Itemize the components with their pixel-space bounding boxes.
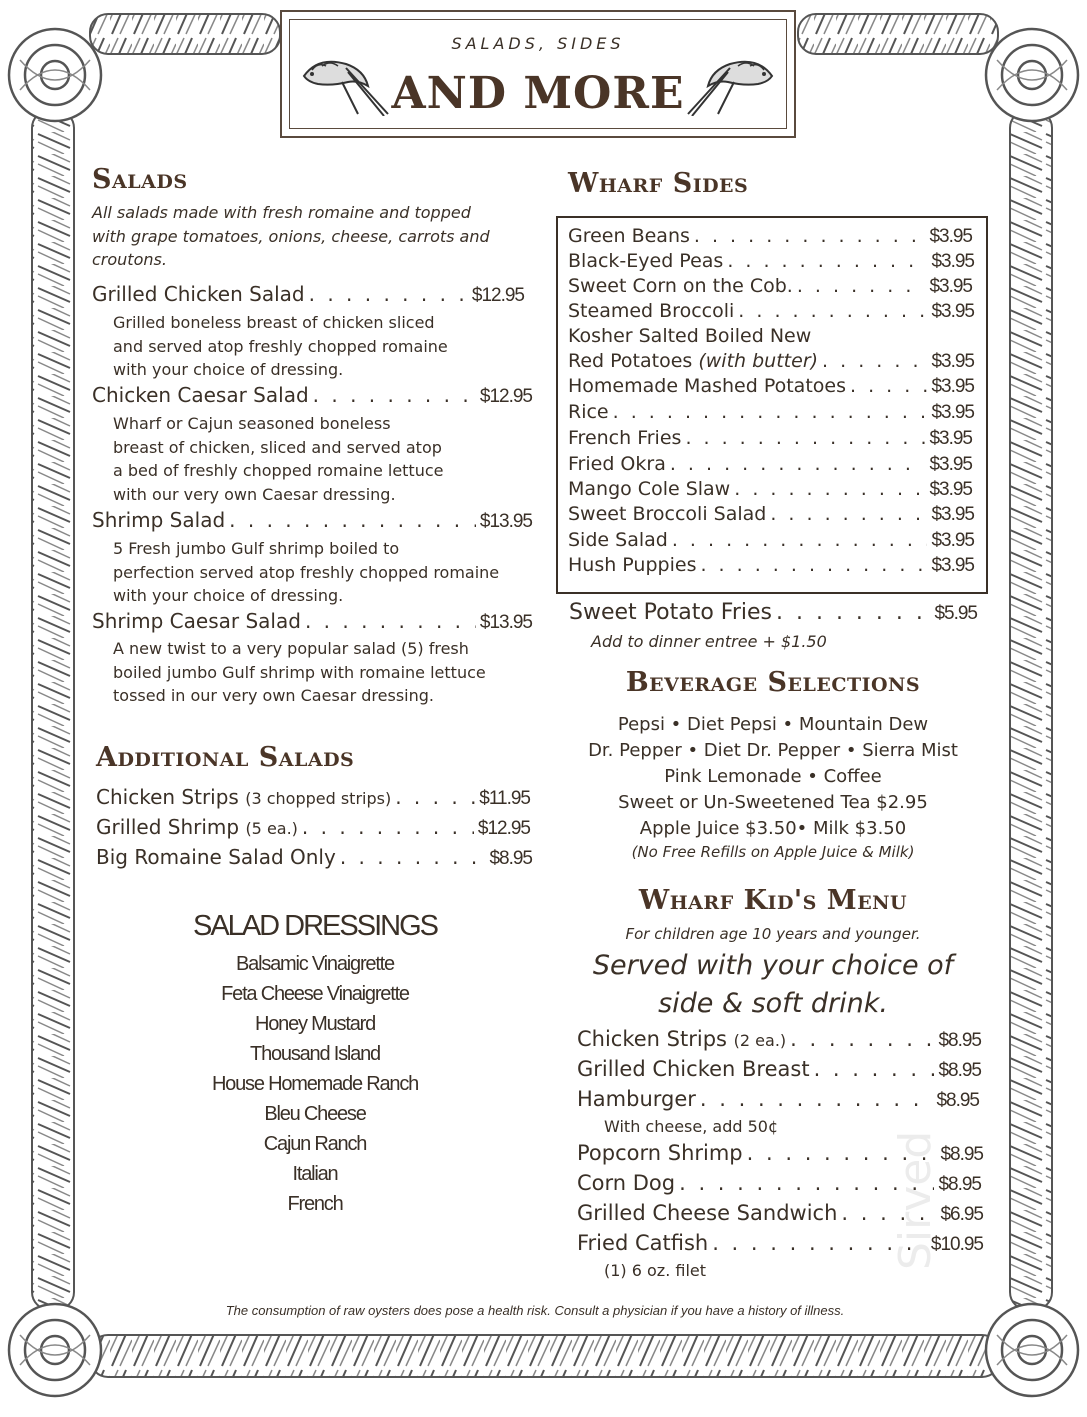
additional-salads-heading: Additional Salads bbox=[96, 742, 355, 773]
side-item: Fried Okra . . . $3.95 bbox=[568, 453, 972, 476]
dressings-heading: SALAD DRESSINGS bbox=[193, 910, 437, 942]
kids-served-line: side & soft drink. bbox=[658, 988, 888, 1019]
kids-item: Chicken Strips (2 ea.) . . . $8.95 bbox=[577, 1027, 981, 1052]
menu-item-grilled-shrimp: Grilled Shrimp (5 ea.) . . . $12.95 bbox=[96, 815, 530, 840]
side-item: Mango Cole Slaw . . . $3.95 bbox=[568, 478, 972, 501]
beverage-line: Pepsi • Diet Pepsi • Mountain Dew bbox=[617, 714, 929, 735]
beverage-note: (No Free Refills on Apple Juice & Milk) bbox=[631, 843, 915, 861]
side-item: Red Potatoes (with butter) . . . $3.95 bbox=[568, 350, 974, 373]
page-subtitle: SALADS, SIDES bbox=[451, 34, 625, 53]
menu-item-sweet-potato-fries: Sweet Potato Fries . . . $5.95 bbox=[569, 600, 977, 625]
side-item: French Fries . . . $3.95 bbox=[568, 427, 972, 450]
dressing-item: Feta Cheese Vinaigrette bbox=[221, 983, 409, 1005]
health-disclaimer: The consumption of raw oysters does pose a health risk. Consult a physician if you have a history of illness. bbox=[225, 1303, 845, 1318]
dressing-item: French bbox=[287, 1193, 343, 1215]
dressing-item: Honey Mustard bbox=[254, 1013, 375, 1035]
watermark: Sirved bbox=[890, 1130, 941, 1270]
sweet-potato-note: Add to dinner entree + $1.50 bbox=[591, 632, 827, 651]
side-item: Homemade Mashed Potatoes . . . $3.95 bbox=[568, 375, 974, 398]
salads-heading: Salads bbox=[92, 164, 188, 195]
menu-item-shrimp-caesar-salad: Shrimp Caesar Salad . . . $13.95 bbox=[92, 609, 532, 634]
side-item: Rice . . . $3.95 bbox=[568, 401, 974, 424]
side-item: Hush Puppies . . . $3.95 bbox=[568, 554, 974, 577]
kids-item: Hamburger . . . $8.95 bbox=[577, 1087, 979, 1112]
side-item: Black-Eyed Peas . . . $3.95 bbox=[568, 250, 974, 273]
kids-served-line: Served with your choice of bbox=[592, 950, 954, 981]
kids-item: Grilled Cheese Sandwich . . . $6.95 bbox=[577, 1201, 983, 1226]
side-item: Sweet Corn on the Cob. . . . $3.95 bbox=[568, 275, 972, 298]
beverage-line: Pink Lemonade • Coffee bbox=[664, 766, 882, 787]
side-item: Steamed Broccoli . . . $3.95 bbox=[568, 300, 974, 323]
sides-heading: Wharf Sides bbox=[568, 168, 749, 199]
dressing-item: Thousand Island bbox=[250, 1043, 380, 1065]
beverage-line: Apple Juice $3.50• Milk $3.50 bbox=[639, 818, 907, 839]
menu-item-big-romaine-salad: Big Romaine Salad Only . . . $8.95 bbox=[96, 845, 532, 870]
side-item: Kosher Salted Boiled New bbox=[568, 325, 812, 347]
beverage-line: Sweet or Un-Sweetened Tea $2.95 bbox=[618, 792, 928, 813]
menu-item-chicken-caesar-salad: Chicken Caesar Salad . . . $12.95 bbox=[92, 383, 532, 408]
dressing-item: Cajun Ranch bbox=[263, 1133, 367, 1155]
kids-item: Fried Catfish . . . $10.95 bbox=[577, 1231, 983, 1256]
beverages-heading: Beverage Selections bbox=[625, 667, 921, 698]
beverage-line: Dr. Pepper • Diet Dr. Pepper • Sierra Mist bbox=[588, 740, 958, 761]
menu-item-chicken-strips: Chicken Strips (3 chopped strips) . . . $11.95 bbox=[96, 785, 530, 810]
dressing-item: Italian bbox=[292, 1163, 338, 1185]
kids-item: Grilled Chicken Breast . . . $8.95 bbox=[577, 1057, 981, 1082]
kids-subtitle: For children age 10 years and younger. bbox=[625, 925, 921, 943]
side-item: Green Beans . . . $3.95 bbox=[568, 225, 972, 248]
menu-item-shrimp-salad: Shrimp Salad . . . $13.95 bbox=[92, 508, 532, 533]
kids-item: Corn Dog . . . $8.95 bbox=[577, 1171, 981, 1196]
menu-item-grilled-chicken-salad: Grilled Chicken Salad . . . $12.95 bbox=[92, 282, 524, 307]
item-description: 5 Fresh jumbo Gulf shrimp boiled to perfection served atop freshly chopped romaine with your choice of dressing. bbox=[113, 539, 500, 605]
dressing-item: Balsamic Vinaigrette bbox=[236, 953, 394, 975]
kids-heading: Wharf Kid's Menu bbox=[638, 885, 908, 916]
kids-item-note: With cheese, add 50¢ bbox=[604, 1117, 779, 1136]
dressing-item: House Homemade Ranch bbox=[211, 1073, 419, 1095]
kids-item: Popcorn Shrimp . . . $8.95 bbox=[577, 1141, 983, 1166]
title-box bbox=[280, 10, 796, 138]
item-description: Wharf or Cajun seasoned boneless breast of chicken, sliced and served atop a bed of freshly chopped romaine lettuce with our very own Caesar dressing. bbox=[113, 414, 444, 504]
kids-item-note: (1) 6 oz. filet bbox=[604, 1261, 707, 1280]
side-item: Side Salad . . . $3.95 bbox=[568, 529, 974, 552]
item-description: Grilled boneless breast of chicken sliced and served atop freshly chopped romaine with your choice of dressing. bbox=[113, 313, 448, 379]
side-item: Sweet Broccoli Salad . . . $3.95 bbox=[568, 503, 974, 526]
page-title: AND MORE bbox=[391, 68, 685, 119]
dressing-item: Bleu Cheese bbox=[264, 1103, 366, 1125]
salads-intro: All salads made with fresh romaine and topped with grape tomatoes, onions, cheese, carrots and croutons. bbox=[92, 203, 490, 269]
item-description: A new twist to a very popular salad (5) fresh boiled jumbo Gulf shrimp with romaine lettuce tossed in our very own Caesar dressing. bbox=[113, 639, 486, 705]
